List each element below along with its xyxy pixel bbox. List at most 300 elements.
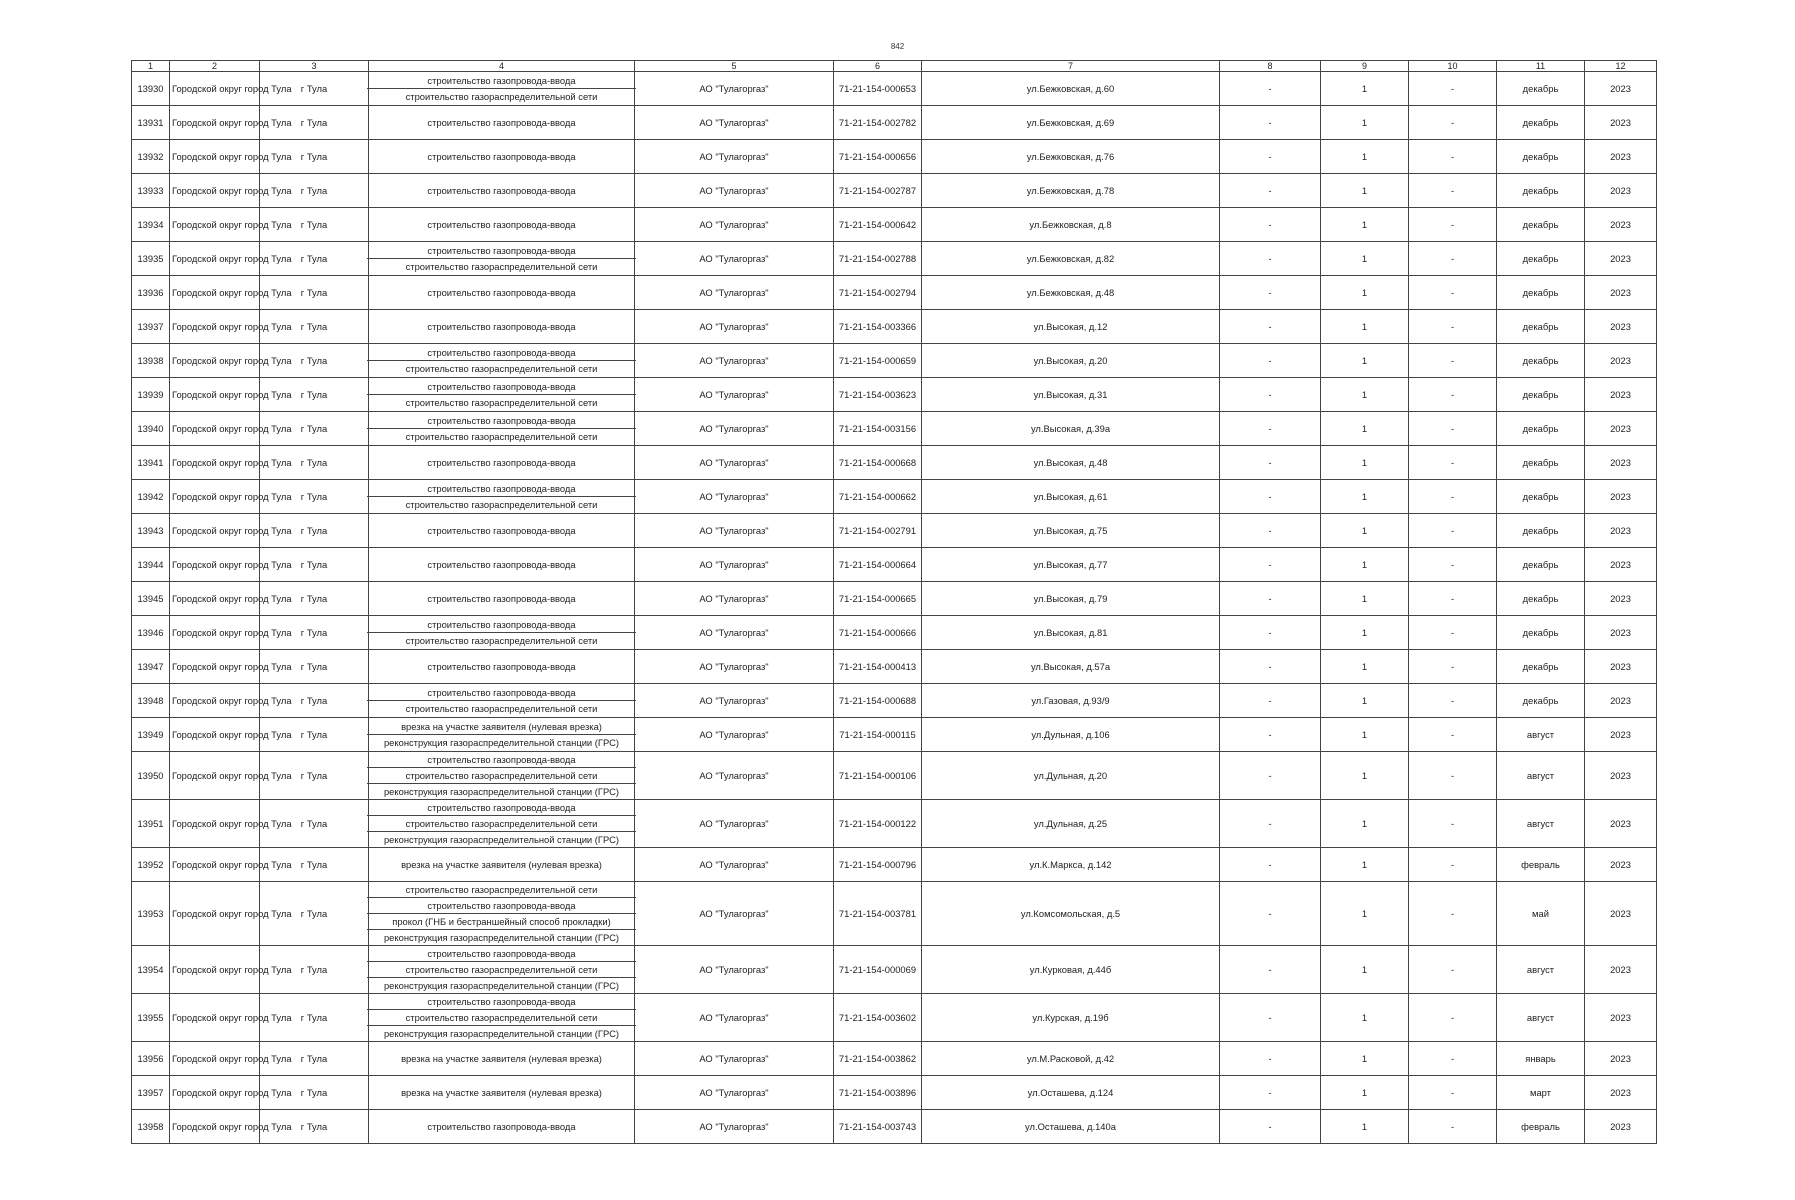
city-cell: г Тула: [260, 208, 369, 242]
works-list: [369, 243, 634, 274]
works-cell: [369, 718, 635, 752]
column-header: 3: [260, 61, 369, 72]
column-header: 6: [834, 61, 922, 72]
col8-cell: -: [1220, 1042, 1321, 1076]
column-header: 5: [635, 61, 834, 72]
address-cell: ул.Высокая, д.81: [922, 616, 1220, 650]
table-row: [132, 276, 1657, 310]
month-cell: декабрь: [1497, 242, 1585, 276]
code-cell: 71-21-154-000688: [834, 684, 922, 718]
municipality-cell: Городской округ город Тула: [170, 208, 260, 242]
works-list: [369, 800, 634, 847]
city-cell: г Тула: [260, 344, 369, 378]
table-row: [132, 752, 1657, 800]
works-list: [369, 481, 634, 512]
col8-cell: -: [1220, 1110, 1321, 1144]
city-cell: г Тула: [260, 480, 369, 514]
works-list: [369, 73, 634, 104]
code-cell: 71-21-154-000106: [834, 752, 922, 800]
month-cell: март: [1497, 1076, 1585, 1110]
works-cell: [369, 378, 635, 412]
row-number-cell: 13941: [132, 446, 170, 480]
work-item: строительство газораспределительной сети: [405, 703, 598, 714]
column-header: 12: [1585, 61, 1657, 72]
city-cell: г Тула: [260, 718, 369, 752]
works-cell: [369, 140, 635, 174]
col9-cell: 1: [1321, 882, 1409, 946]
organization-cell: АО "Тулагоргаз": [635, 106, 834, 140]
works-list: [369, 591, 634, 606]
col10-cell: -: [1409, 684, 1497, 718]
table-row: [132, 446, 1657, 480]
municipality-cell: Городской округ город Тула: [170, 718, 260, 752]
city-cell: г Тула: [260, 752, 369, 800]
table-row: [132, 378, 1657, 412]
work-item: строительство газопровода-ввода: [427, 287, 576, 298]
work-item: реконструкция газораспределительной станции (ГРС): [383, 834, 620, 845]
work-item: строительство газопровода-ввода: [367, 481, 636, 497]
address-cell: ул.Бежковская, д.8: [922, 208, 1220, 242]
col9-cell: 1: [1321, 752, 1409, 800]
address-cell: ул.Бежковская, д.82: [922, 242, 1220, 276]
column-header: 7: [922, 61, 1220, 72]
work-item: строительство газопровода-ввода: [367, 243, 636, 259]
code-cell: 71-21-154-000666: [834, 616, 922, 650]
works-cell: [369, 276, 635, 310]
row-number-cell: 13957: [132, 1076, 170, 1110]
municipality-cell: Городской округ город Тула: [170, 616, 260, 650]
work-item: реконструкция газораспределительной станции (ГРС): [383, 1028, 620, 1039]
row-number-cell: 13933: [132, 174, 170, 208]
works-cell: [369, 548, 635, 582]
works-list: [369, 719, 634, 750]
works-list: [369, 882, 634, 945]
col10-cell: -: [1409, 174, 1497, 208]
col8-cell: -: [1220, 480, 1321, 514]
organization-cell: АО "Тулагоргаз": [635, 514, 834, 548]
month-cell: декабрь: [1497, 480, 1585, 514]
col9-cell: 1: [1321, 106, 1409, 140]
work-item: строительство газораспределительной сети: [405, 499, 598, 510]
address-cell: ул.Осташева, д.124: [922, 1076, 1220, 1110]
month-cell: декабрь: [1497, 412, 1585, 446]
code-cell: 71-21-154-000069: [834, 946, 922, 994]
col9-cell: 1: [1321, 242, 1409, 276]
col9-cell: 1: [1321, 480, 1409, 514]
col9-cell: 1: [1321, 994, 1409, 1042]
city-cell: г Тула: [260, 1042, 369, 1076]
table-row: [132, 208, 1657, 242]
organization-cell: АО "Тулагоргаз": [635, 800, 834, 848]
row-number-cell: 13940: [132, 412, 170, 446]
work-item: врезка на участке заявителя (нулевая врезка): [401, 1053, 602, 1064]
code-cell: 71-21-154-000665: [834, 582, 922, 616]
works-cell: [369, 310, 635, 344]
works-cell: [369, 684, 635, 718]
work-item: реконструкция газораспределительной станции (ГРС): [383, 786, 620, 797]
work-item: строительство газопровода-ввода: [367, 345, 636, 361]
code-cell: 71-21-154-003781: [834, 882, 922, 946]
organization-cell: АО "Тулагоргаз": [635, 616, 834, 650]
city-cell: г Тула: [260, 174, 369, 208]
organization-cell: АО "Тулагоргаз": [635, 412, 834, 446]
city-cell: г Тула: [260, 684, 369, 718]
works-cell: [369, 848, 635, 882]
organization-cell: АО "Тулагоргаз": [635, 684, 834, 718]
table-row: [132, 480, 1657, 514]
works-cell: [369, 344, 635, 378]
col8-cell: -: [1220, 548, 1321, 582]
month-cell: декабрь: [1497, 378, 1585, 412]
address-cell: ул.Высокая, д.20: [922, 344, 1220, 378]
table-row: [132, 616, 1657, 650]
year-cell: 2023: [1585, 208, 1657, 242]
col10-cell: -: [1409, 548, 1497, 582]
works-list: [369, 149, 634, 164]
work-item: прокол (ГНБ и бестраншейный способ прокладки): [367, 914, 636, 930]
city-cell: г Тула: [260, 800, 369, 848]
col10-cell: -: [1409, 378, 1497, 412]
month-cell: февраль: [1497, 1110, 1585, 1144]
col8-cell: -: [1220, 378, 1321, 412]
municipality-cell: Городской округ город Тула: [170, 994, 260, 1042]
works-list: [369, 617, 634, 648]
column-header: 10: [1409, 61, 1497, 72]
col9-cell: 1: [1321, 848, 1409, 882]
col10-cell: -: [1409, 946, 1497, 994]
col9-cell: 1: [1321, 72, 1409, 106]
table-row: [132, 72, 1657, 106]
works-cell: [369, 1110, 635, 1144]
col9-cell: 1: [1321, 378, 1409, 412]
work-item: строительство газораспределительной сети: [367, 962, 636, 978]
works-list: [369, 115, 634, 130]
work-item: строительство газораспределительной сети: [367, 1010, 636, 1026]
code-cell: 71-21-154-000668: [834, 446, 922, 480]
year-cell: 2023: [1585, 882, 1657, 946]
work-item: строительство газопровода-ввода: [367, 898, 636, 914]
table-row: [132, 1076, 1657, 1110]
city-cell: г Тула: [260, 310, 369, 344]
col9-cell: 1: [1321, 1076, 1409, 1110]
code-cell: 71-21-154-000664: [834, 548, 922, 582]
table-row: [132, 310, 1657, 344]
city-cell: г Тула: [260, 412, 369, 446]
works-list: [369, 217, 634, 232]
code-cell: 71-21-154-003743: [834, 1110, 922, 1144]
col8-cell: -: [1220, 412, 1321, 446]
table-row: [132, 1042, 1657, 1076]
month-cell: август: [1497, 946, 1585, 994]
city-cell: г Тула: [260, 1076, 369, 1110]
municipality-cell: Городской округ город Тула: [170, 684, 260, 718]
municipality-cell: Городской округ город Тула: [170, 800, 260, 848]
city-cell: г Тула: [260, 994, 369, 1042]
code-cell: 71-21-154-002782: [834, 106, 922, 140]
municipality-cell: Городской округ город Тула: [170, 650, 260, 684]
organization-cell: АО "Тулагоргаз": [635, 1042, 834, 1076]
works-cell: [369, 1042, 635, 1076]
col8-cell: -: [1220, 140, 1321, 174]
city-cell: г Тула: [260, 946, 369, 994]
col9-cell: 1: [1321, 310, 1409, 344]
works-cell: [369, 412, 635, 446]
month-cell: декабрь: [1497, 582, 1585, 616]
municipality-cell: Городской округ город Тула: [170, 446, 260, 480]
month-cell: декабрь: [1497, 72, 1585, 106]
address-cell: ул.Бежковская, д.78: [922, 174, 1220, 208]
col9-cell: 1: [1321, 718, 1409, 752]
row-number-cell: 13934: [132, 208, 170, 242]
month-cell: декабрь: [1497, 140, 1585, 174]
table-body: [132, 72, 1657, 1144]
col10-cell: -: [1409, 276, 1497, 310]
city-cell: г Тула: [260, 848, 369, 882]
row-number-cell: 13930: [132, 72, 170, 106]
year-cell: 2023: [1585, 684, 1657, 718]
works-cell: [369, 800, 635, 848]
table-row: [132, 1110, 1657, 1144]
year-cell: 2023: [1585, 344, 1657, 378]
organization-cell: АО "Тулагоргаз": [635, 480, 834, 514]
col8-cell: -: [1220, 344, 1321, 378]
year-cell: 2023: [1585, 650, 1657, 684]
col9-cell: 1: [1321, 344, 1409, 378]
col10-cell: -: [1409, 848, 1497, 882]
municipality-cell: Городской округ город Тула: [170, 946, 260, 994]
year-cell: 2023: [1585, 718, 1657, 752]
col8-cell: -: [1220, 208, 1321, 242]
row-number-cell: 13948: [132, 684, 170, 718]
address-cell: ул.Газовая, д.93/9: [922, 684, 1220, 718]
work-item: строительство газопровода-ввода: [427, 117, 576, 128]
organization-cell: АО "Тулагоргаз": [635, 882, 834, 946]
address-cell: ул.Бежковская, д.76: [922, 140, 1220, 174]
work-item: врезка на участке заявителя (нулевая врезка): [401, 859, 602, 870]
municipality-cell: Городской округ город Тула: [170, 276, 260, 310]
row-number-cell: 13944: [132, 548, 170, 582]
col9-cell: 1: [1321, 208, 1409, 242]
year-cell: 2023: [1585, 140, 1657, 174]
year-cell: 2023: [1585, 72, 1657, 106]
col9-cell: 1: [1321, 548, 1409, 582]
work-item: врезка на участке заявителя (нулевая врезка): [367, 719, 636, 735]
address-cell: ул.Высокая, д.79: [922, 582, 1220, 616]
col8-cell: -: [1220, 752, 1321, 800]
col9-cell: 1: [1321, 276, 1409, 310]
code-cell: 71-21-154-000656: [834, 140, 922, 174]
work-item: строительство газораспределительной сети: [405, 261, 598, 272]
address-cell: ул.Дульная, д.106: [922, 718, 1220, 752]
works-cell: [369, 1076, 635, 1110]
address-cell: ул.Бежковская, д.48: [922, 276, 1220, 310]
col10-cell: -: [1409, 752, 1497, 800]
year-cell: 2023: [1585, 378, 1657, 412]
address-cell: ул.Курковая, д.44б: [922, 946, 1220, 994]
row-number-cell: 13952: [132, 848, 170, 882]
work-item: реконструкция газораспределительной станции (ГРС): [383, 737, 620, 748]
table-row: [132, 344, 1657, 378]
municipality-cell: Городской округ город Тула: [170, 1042, 260, 1076]
table-row: [132, 514, 1657, 548]
col8-cell: -: [1220, 882, 1321, 946]
col8-cell: -: [1220, 310, 1321, 344]
municipality-cell: Городской округ город Тула: [170, 548, 260, 582]
table-row: [132, 548, 1657, 582]
code-cell: 71-21-154-003896: [834, 1076, 922, 1110]
row-number-cell: 13931: [132, 106, 170, 140]
row-number-cell: 13946: [132, 616, 170, 650]
organization-cell: АО "Тулагоргаз": [635, 72, 834, 106]
row-number-cell: 13949: [132, 718, 170, 752]
table-row: [132, 140, 1657, 174]
col10-cell: -: [1409, 480, 1497, 514]
month-cell: декабрь: [1497, 650, 1585, 684]
col8-cell: -: [1220, 800, 1321, 848]
col8-cell: -: [1220, 946, 1321, 994]
col8-cell: -: [1220, 848, 1321, 882]
col9-cell: 1: [1321, 946, 1409, 994]
city-cell: г Тула: [260, 882, 369, 946]
work-item: строительство газопровода-ввода: [427, 457, 576, 468]
month-cell: декабрь: [1497, 310, 1585, 344]
works-cell: [369, 650, 635, 684]
col9-cell: 1: [1321, 174, 1409, 208]
table-row: [132, 106, 1657, 140]
row-number-cell: 13939: [132, 378, 170, 412]
table-row: [132, 684, 1657, 718]
table-row: [132, 882, 1657, 946]
col9-cell: 1: [1321, 650, 1409, 684]
work-item: строительство газопровода-ввода: [427, 321, 576, 332]
col8-cell: -: [1220, 446, 1321, 480]
work-item: строительство газораспределительной сети: [367, 768, 636, 784]
col8-cell: -: [1220, 72, 1321, 106]
col8-cell: -: [1220, 106, 1321, 140]
year-cell: 2023: [1585, 616, 1657, 650]
row-number-cell: 13945: [132, 582, 170, 616]
organization-cell: АО "Тулагоргаз": [635, 140, 834, 174]
works-list: [369, 183, 634, 198]
municipality-cell: Городской округ город Тула: [170, 106, 260, 140]
organization-cell: АО "Тулагоргаз": [635, 848, 834, 882]
work-item: строительство газопровода-ввода: [427, 525, 576, 536]
address-cell: ул.Комсомольская, д.5: [922, 882, 1220, 946]
year-cell: 2023: [1585, 994, 1657, 1042]
year-cell: 2023: [1585, 514, 1657, 548]
work-item: строительство газопровода-ввода: [427, 185, 576, 196]
city-cell: г Тула: [260, 140, 369, 174]
city-cell: г Тула: [260, 548, 369, 582]
work-item: строительство газопровода-ввода: [367, 413, 636, 429]
col10-cell: -: [1409, 994, 1497, 1042]
row-number-cell: 13938: [132, 344, 170, 378]
city-cell: г Тула: [260, 106, 369, 140]
year-cell: 2023: [1585, 946, 1657, 994]
month-cell: декабрь: [1497, 174, 1585, 208]
city-cell: г Тула: [260, 446, 369, 480]
works-list: [369, 345, 634, 376]
col8-cell: -: [1220, 582, 1321, 616]
col10-cell: -: [1409, 140, 1497, 174]
works-cell: [369, 582, 635, 616]
works-cell: [369, 106, 635, 140]
municipality-cell: Городской округ город Тула: [170, 174, 260, 208]
work-item: строительство газораспределительной сети: [405, 397, 598, 408]
organization-cell: АО "Тулагоргаз": [635, 242, 834, 276]
municipality-cell: Городской округ город Тула: [170, 310, 260, 344]
work-item: строительство газопровода-ввода: [427, 661, 576, 672]
organization-cell: АО "Тулагоргаз": [635, 994, 834, 1042]
work-item: строительство газораспределительной сети: [405, 431, 598, 442]
address-cell: ул.Высокая, д.61: [922, 480, 1220, 514]
month-cell: декабрь: [1497, 344, 1585, 378]
col9-cell: 1: [1321, 1042, 1409, 1076]
month-cell: декабрь: [1497, 446, 1585, 480]
organization-cell: АО "Тулагоргаз": [635, 946, 834, 994]
table-row: [132, 412, 1657, 446]
row-number-cell: 13954: [132, 946, 170, 994]
code-cell: 71-21-154-002788: [834, 242, 922, 276]
address-cell: ул.М.Расковой, д.42: [922, 1042, 1220, 1076]
year-cell: 2023: [1585, 310, 1657, 344]
code-cell: 71-21-154-000413: [834, 650, 922, 684]
row-number-cell: 13935: [132, 242, 170, 276]
work-item: строительство газопровода-ввода: [367, 685, 636, 701]
month-cell: декабрь: [1497, 548, 1585, 582]
col10-cell: -: [1409, 344, 1497, 378]
municipality-cell: Городской округ город Тула: [170, 72, 260, 106]
table-row: [132, 582, 1657, 616]
code-cell: 71-21-154-000662: [834, 480, 922, 514]
works-cell: [369, 242, 635, 276]
work-item: строительство газораспределительной сети: [367, 816, 636, 832]
row-number-cell: 13947: [132, 650, 170, 684]
work-item: реконструкция газораспределительной станции (ГРС): [383, 980, 620, 991]
col8-cell: -: [1220, 650, 1321, 684]
col8-cell: -: [1220, 994, 1321, 1042]
address-cell: ул.Высокая, д.75: [922, 514, 1220, 548]
works-list: [369, 752, 634, 799]
code-cell: 71-21-154-003623: [834, 378, 922, 412]
works-cell: [369, 946, 635, 994]
municipality-cell: Городской округ город Тула: [170, 882, 260, 946]
work-item: строительство газопровода-ввода: [367, 73, 636, 89]
organization-cell: АО "Тулагоргаз": [635, 310, 834, 344]
municipality-cell: Городской округ город Тула: [170, 582, 260, 616]
col10-cell: -: [1409, 1076, 1497, 1110]
code-cell: 71-21-154-003366: [834, 310, 922, 344]
year-cell: 2023: [1585, 412, 1657, 446]
col10-cell: -: [1409, 1042, 1497, 1076]
column-header: 2: [170, 61, 260, 72]
year-cell: 2023: [1585, 800, 1657, 848]
city-cell: г Тула: [260, 72, 369, 106]
organization-cell: АО "Тулагоргаз": [635, 1110, 834, 1144]
month-cell: декабрь: [1497, 208, 1585, 242]
col9-cell: 1: [1321, 140, 1409, 174]
row-number-cell: 13943: [132, 514, 170, 548]
municipality-cell: Городской округ город Тула: [170, 242, 260, 276]
row-number-cell: 13932: [132, 140, 170, 174]
table-row: [132, 242, 1657, 276]
works-list: [369, 413, 634, 444]
municipality-cell: Городской округ город Тула: [170, 848, 260, 882]
table-row: [132, 994, 1657, 1042]
col8-cell: -: [1220, 242, 1321, 276]
work-item: строительство газопровода-ввода: [367, 752, 636, 768]
municipality-cell: Городской округ город Тула: [170, 1110, 260, 1144]
